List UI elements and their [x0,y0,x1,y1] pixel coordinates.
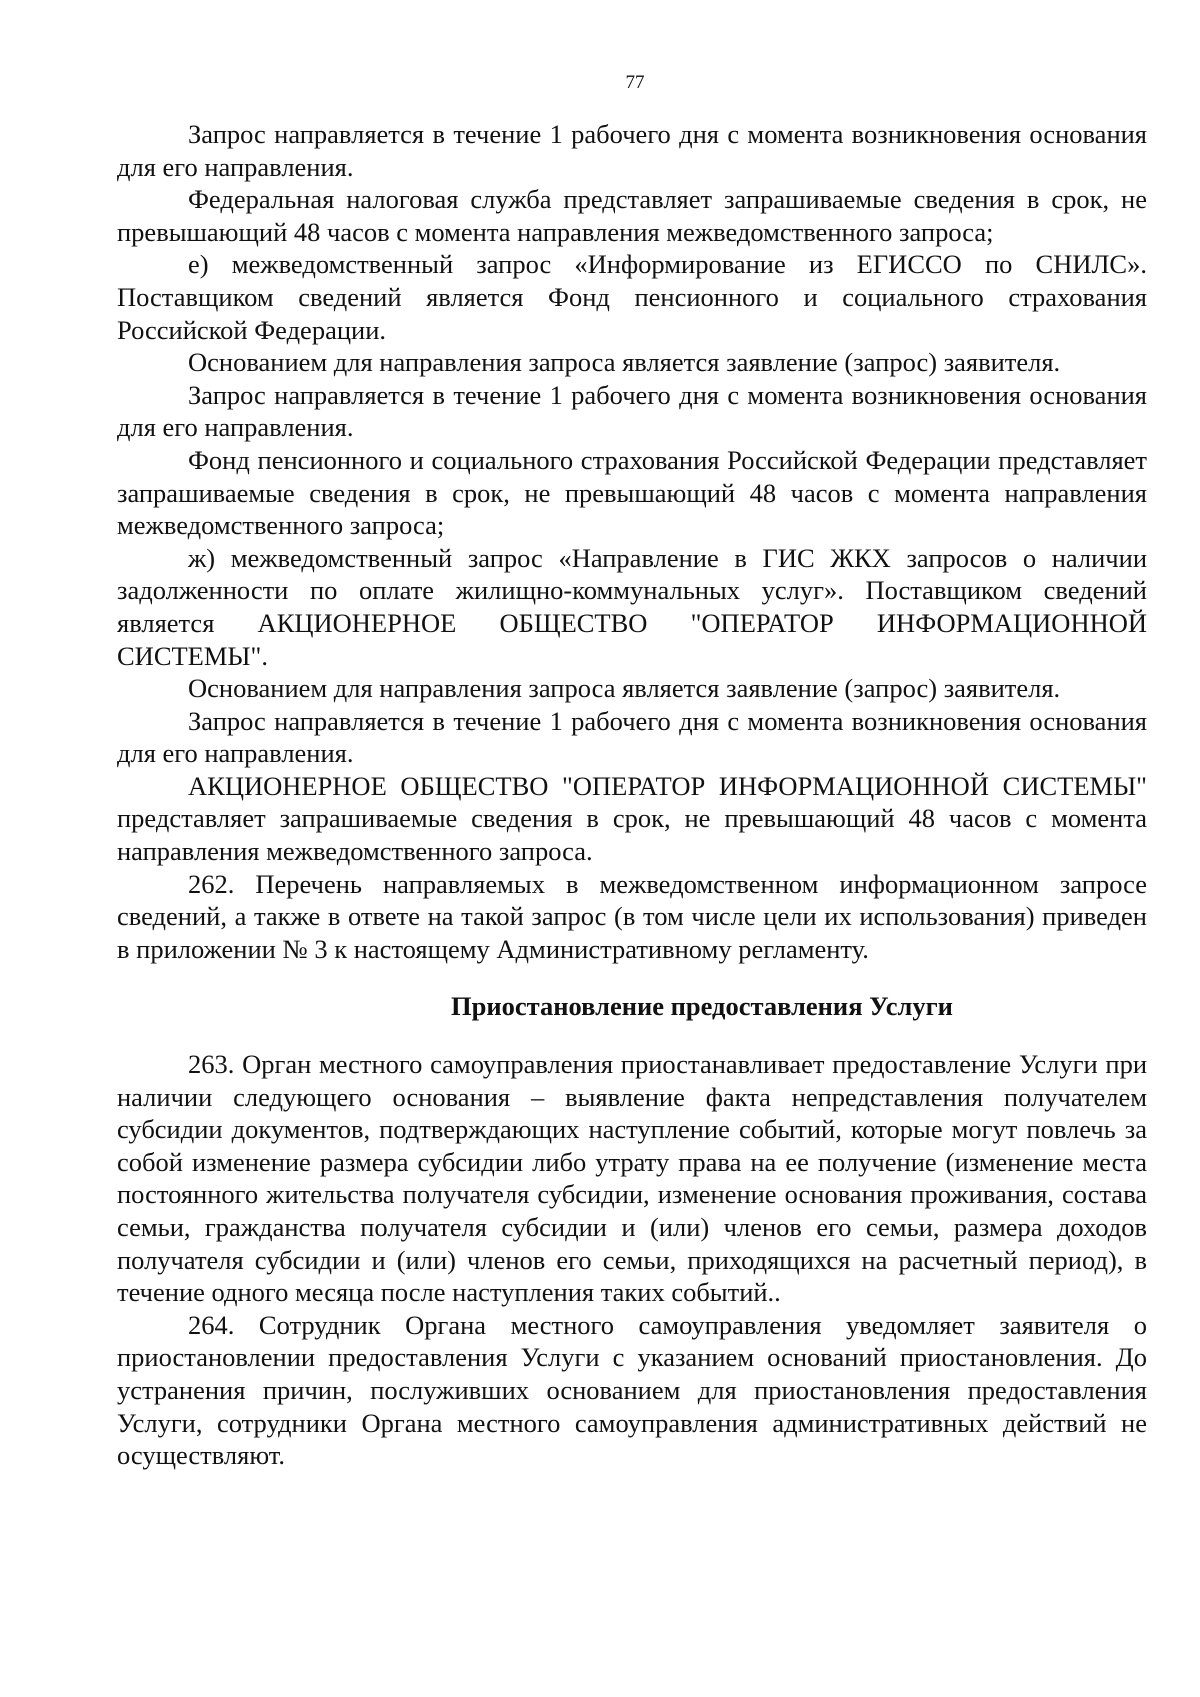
paragraph: Фонд пенсионного и социального страхования Российской Федерации представляет запрашиваемые сведения в срок, не превышающий 48 часов с момента направления межведомственного запроса; [117,444,1147,541]
paragraph: Основанием для направления запроса является заявление (запрос) заявителя. [188,347,1061,378]
paragraph: Запрос направляется в течение 1 рабочего дня с момента возникновения основания для его направления. [117,379,1147,443]
page-number: 77 [625,72,645,93]
paragraph: Запрос направляется в течение 1 рабочего дня с момента возникновения основания для его направления. [117,705,1147,769]
paragraph: Федеральная налоговая служба представляет запрашиваемые сведения в срок, не превышающий 48 часов с момента направления межведомственного запроса; [117,184,1147,247]
paragraph: 262. Перечень направляемых в межведомственном информационном запросе сведений, а также в ответе на такой запрос (в том числе цели их использования) приведен в приложении № 3 к настоящему Административному регламенту. [117,868,1147,964]
paragraph: ж) межведомственный запрос «Направление в ГИС ЖКХ запросов о наличии задолженности по оплате жилищно-коммунальных услуг». Поставщиком сведений является АКЦИОНЕРНОЕ ОБЩЕСТВО "ОПЕРАТОР ИНФОРМАЦИОННОЙ СИСТЕМЫ". [117,542,1147,671]
paragraph: Запрос направляется в течение 1 рабочего дня с момента возникновения основания для его направления. [117,119,1147,182]
paragraph: Основанием для направления запроса является заявление (запрос) заявителя. [188,673,1061,704]
section-heading: Приостановление предоставления Услуги [451,991,953,1022]
document-body [117,118,1147,1472]
paragraph: 263. Орган местного самоуправления приостанавливает предоставление Услуги при наличии следующего основания – выявление факта непредставления получателем субсидии документов, подтверждающих наступление событий, которые могут повлечь за собой изменение размера субсидии либо утрату права на ее получение (изменение места постоянного жительства получателя субсидии, изменение основания проживания, состава семьи, гражданства получателя субсидии и (или) членов его семьи, размера доходов получателя субсидии и (или) членов его семьи, приходящихся на расчетный период), в течение одного месяца после наступления таких событий.. [117,1049,1147,1308]
paragraph: 264. Сотрудник Органа местного самоуправления уведомляет заявителя о приостановлении предоставления Услуги с указанием оснований приостановления. До устранения причин, послуживших основанием для приостановления предоставления Услуги, сотрудники Органа местного самоуправления административных действий не осуществляют. [117,1309,1147,1471]
paragraph: АКЦИОНЕРНОЕ ОБЩЕСТВО "ОПЕРАТОР ИНФОРМАЦИОННОЙ СИСТЕМЫ" представляет запрашиваемые сведения в срок, не превышающий 48 часов с момента направления межведомственного запроса. [117,770,1147,867]
paragraph: е) межведомственный запрос «Информирование из ЕГИССО по СНИЛС». Поставщиком сведений является Фонд пенсионного и социального страхования Российской Федерации. [117,249,1147,345]
